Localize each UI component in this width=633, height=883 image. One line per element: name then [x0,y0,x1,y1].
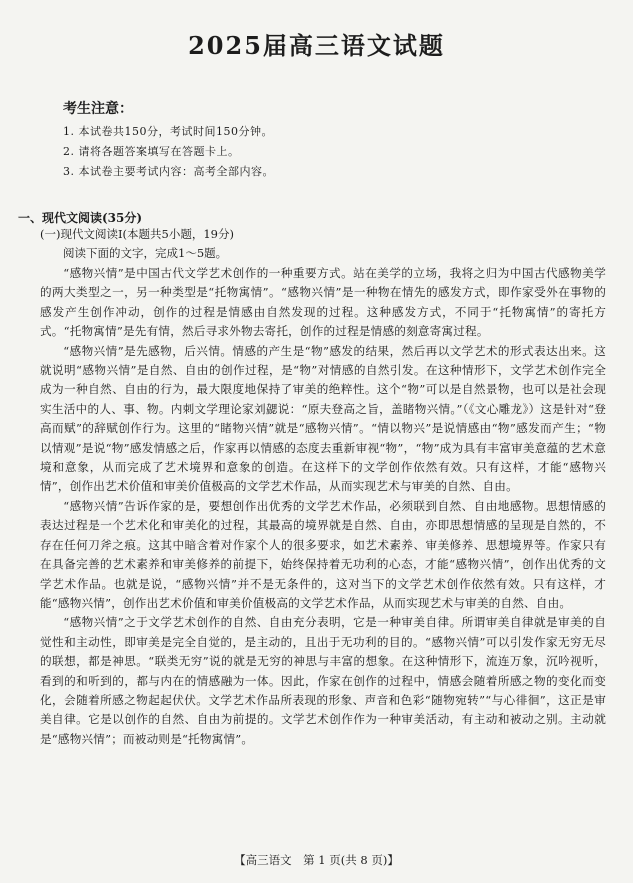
passage-paragraph: “感物兴情”是先感物，后兴情。情感的产生是“物”感发的结果，然后再以文学艺术的形式表达出来。这就说明“感物兴情”是自然、自由的创作过程，是“物”对情感的自然引发。在这种情形下，文学艺术创作完全成为一种自然、自由的行为，最大限度地保持了审美的绝粹性。这个“物”可以是自然景物，也可以是社会现实生活中的人、事、物。内刺文学理论家刘勰说：“原夫登高之旨，盖睹物兴情。”（《文心雕龙》）这是针对“登高而赋”的辞赋创作行为。这里的“睹物兴情”就是“感物兴情”。“情以物兴”是说情感由“物”感发而产生；“物以情观”是说“物”感发情感之后，作家再以情感的态度去重新审视“物”，“物”成为具有丰富审美意蕴的艺术意境和意象，从而完成了艺术境界和意象的创造。在这样下的文学创作依然有效。只有这样，才能“感物兴情”，创作出艺术价值和审美价值极高的文学艺术作品，从而实现艺术与审美的自然、自由。 [40,343,606,494]
section-heading: 一、现代文阅读(35分) [18,211,143,225]
passage-paragraph: “感物兴情”之于文学艺术创作的自然、自由充分表明，它是一种审美自律。所谓审美自律就是审美的自觉性和主动性，即审美是完全自觉的，是主动的，且出于无功利的目的。“感物兴情”可以引发作家无穷无尽的联想，都是神思。“联类无穷”说的就是无穷的神思与丰富的想象。在这种情形下，流连万象，沉吟视听，看到的和听到的，都与内在的情感融为一体。因此，作家在创作的过程中，情感会随着所感之物的变化而变化，会随着所感之物起起伏伏。文学艺术作品所表现的形象、声音和色彩“随物宛转”“与心徘徊”，这正是审美自律。它是以创作的自然、自由为前提的。文学艺术创作作为一种审美活动，有主动和被动之别。主动就是“感物兴情”；而被动则是“托物寓情”。 [40,615,606,746]
subsection-heading: (一)现代文阅读Ⅰ(本题共5小题，19分) [40,227,234,241]
notice-item: 3. 本试卷主要考试内容：高考全部内容。 [63,165,274,178]
page-title: 2025届高三语文试题 [188,31,445,60]
notice-heading: 考生注意： [63,101,133,117]
passage-paragraph: “感物兴情”告诉作家的是，要想创作出优秀的文学艺术作品，必须联到自然、自由地感物。思想情感的表达过程是一个艺术化和审美化的过程，其最高的境界就是自然、自由，亦即思想情感的呈现是自然的，不存在任何刀斧之痕。这其中暗含着对作家个人的很多要求，如艺术素养、审美修养、思想境界等。作家只有在具备完善的艺术素养和审美修养的前提下，始终保持着无功利的心态，才能“感物兴情”，创作出优秀的文学艺术作品。也就是说，“感物兴情”并不是无条件的，这对当下的文学艺术创作依然有效。只有这样，才能“感物兴情”，创作出艺术价值和审美价值极高的文学艺术作品，从而实现艺术与审美的自然、自由。 [40,498,606,610]
notice-item: 1. 本试卷共150分，考试时间150分钟。 [63,125,273,138]
exam-notice [63,98,583,182]
page-footer: 【高三语文 第 1 页(共 8 页)】 [234,853,399,867]
passage-paragraph: “感物兴情”是中国古代文学艺术创作的一种重要方式。站在美学的立场，我将之归为中国古代感物美学的两大类型之一，另一种类型是“托物寓情”。“感物兴情”是一种物在情先的感发方式，即作家受外在事物的感发产生创作冲动，创作的过程是情感由自然发现的过程。这种感发方式，不同于“托物寓情”的寄托方式。“托物寓情”是先有情，然后寻求外物去寄托，创作的过程是情感的刻意寄寓过程。 [40,266,606,339]
reading-passage [40,264,606,749]
reading-instruction: 阅读下面的文字，完成1～5题。 [63,246,228,260]
notice-item: 2. 请将各题答案填写在答题卡上。 [63,145,240,158]
